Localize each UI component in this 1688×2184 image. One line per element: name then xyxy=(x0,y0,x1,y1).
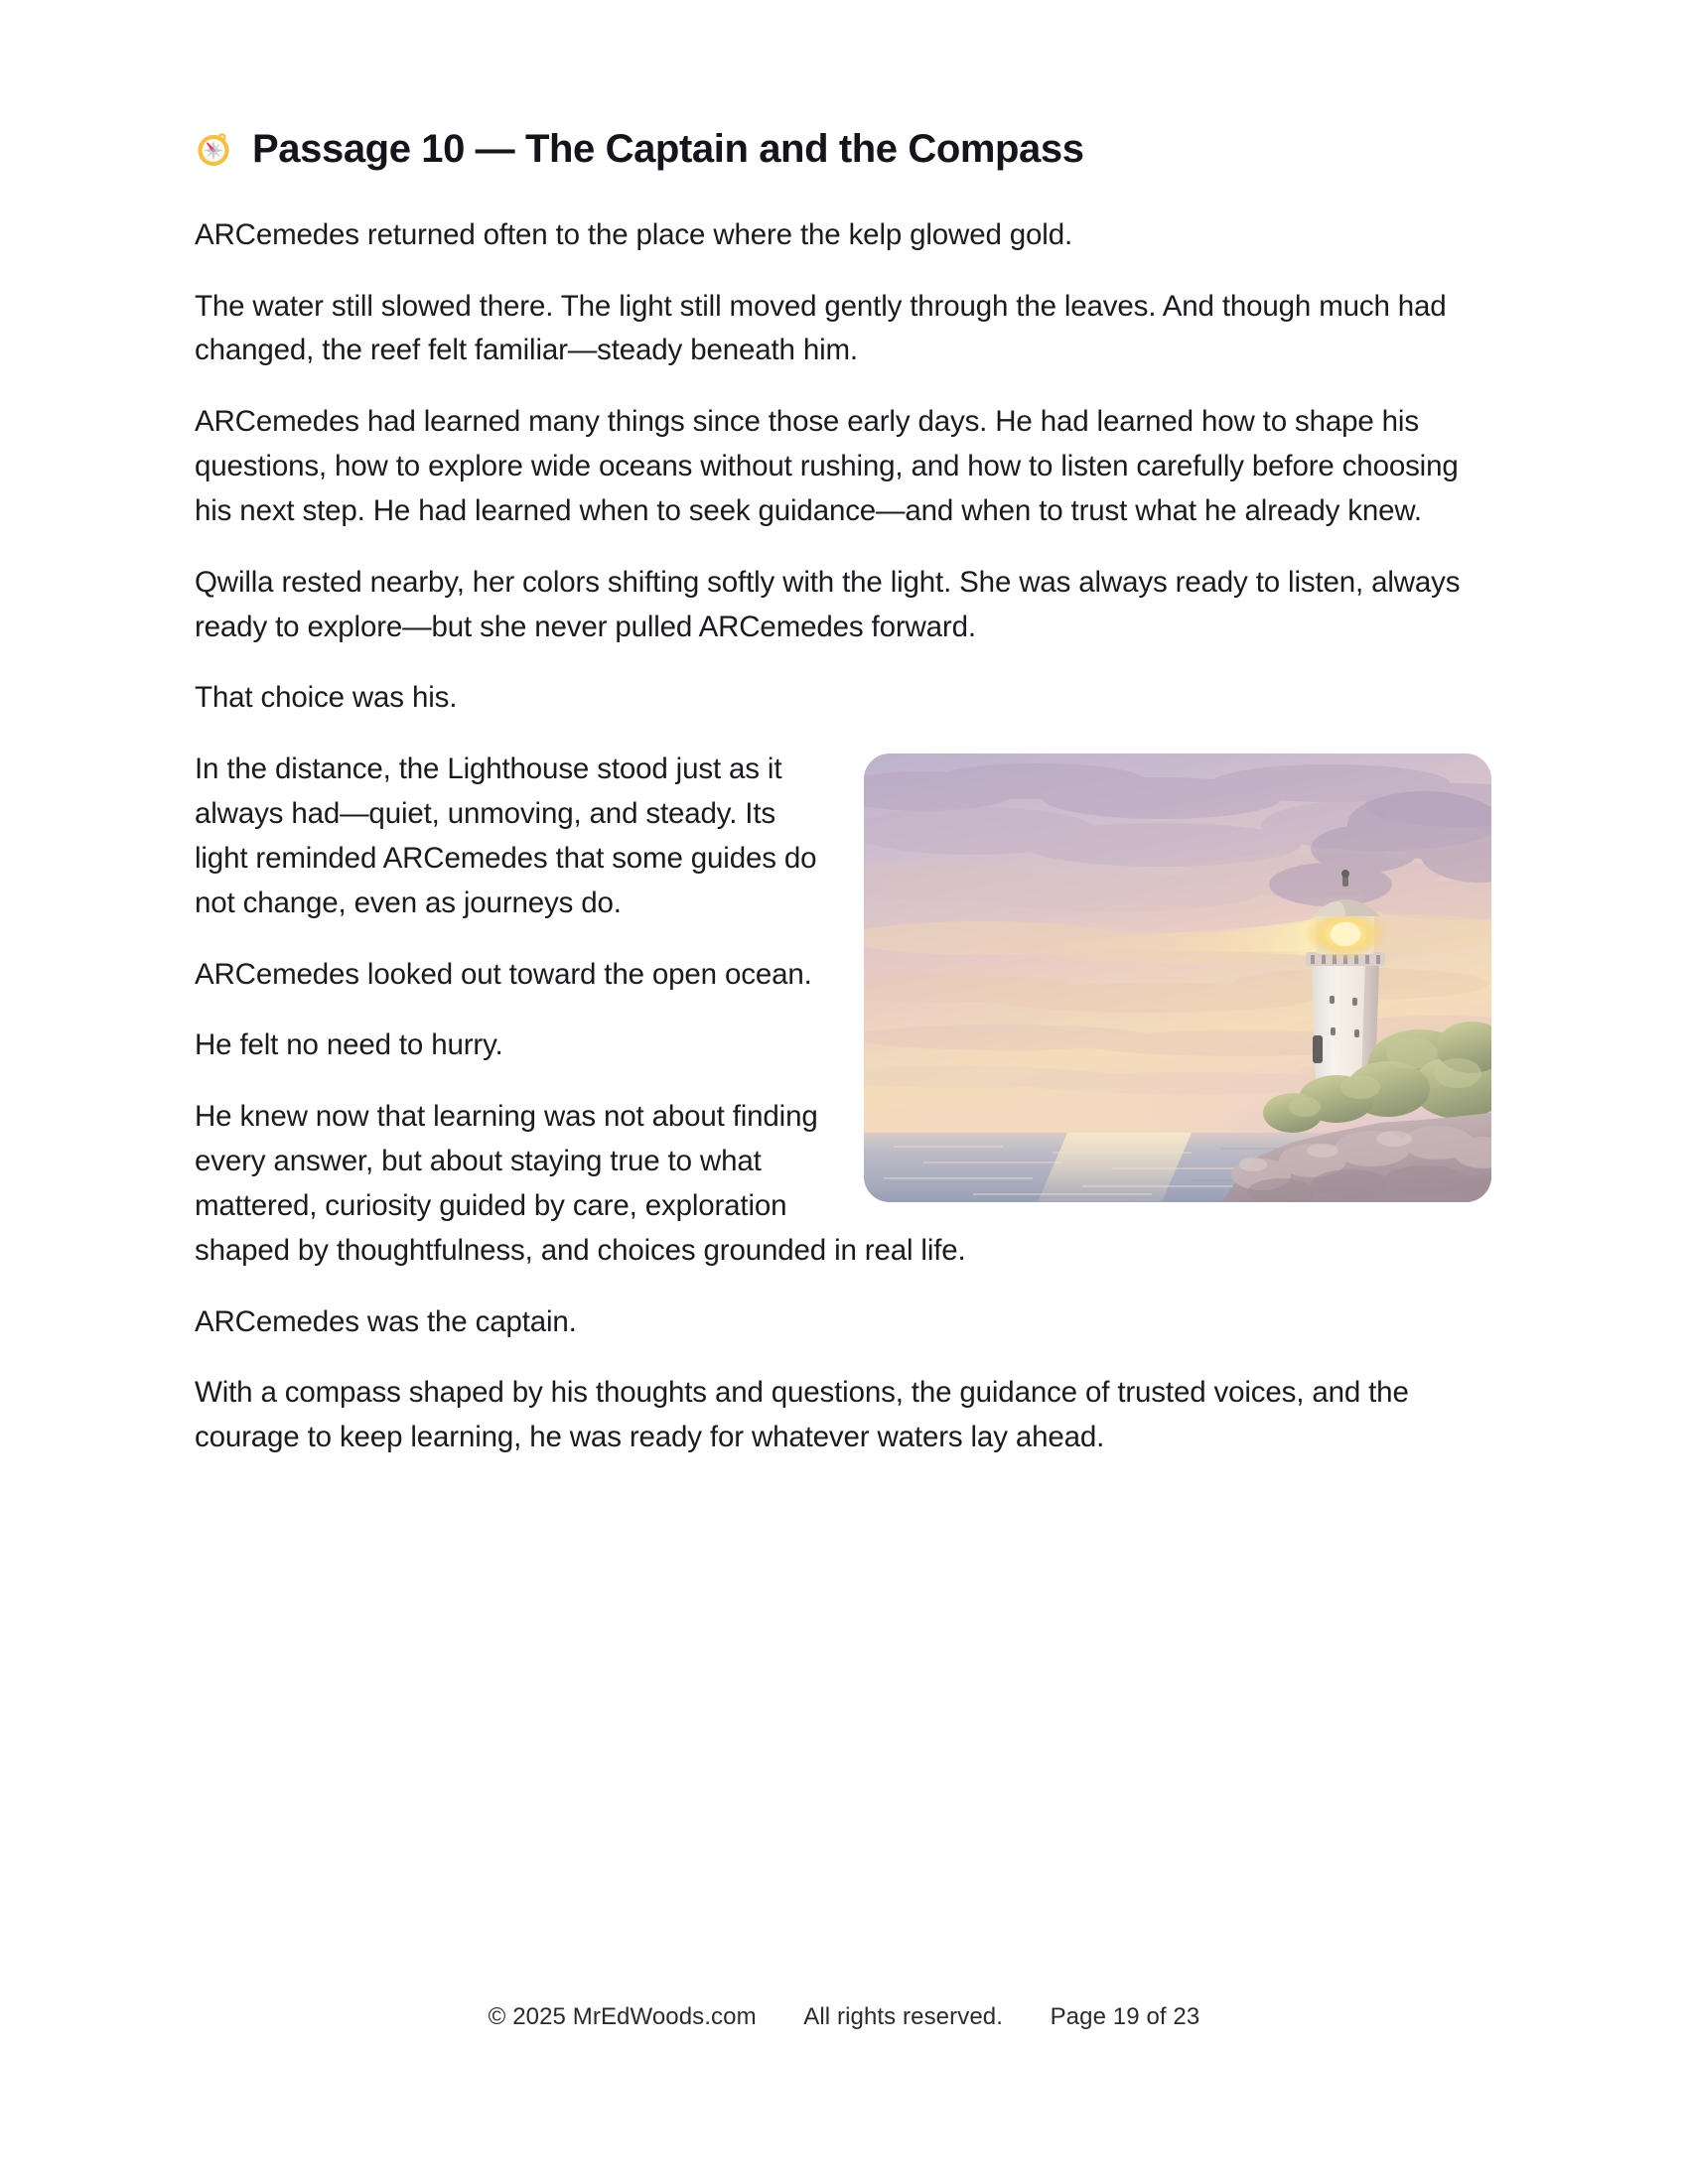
footer-copyright: © 2025 MrEdWoods.com xyxy=(488,2003,757,2030)
page-footer xyxy=(0,2003,1688,2031)
paragraph-6: In the distance, the Lighthouse stood just as it always had—quiet, unmoving, and steady. Its light reminded ARCemedes that some guides do not change, even as journeys do. xyxy=(195,752,817,919)
paragraph-9: He knew now that learning was not about finding every answer, but about staying true to what mattered, curiosity guided by care, exploration shaped by thoughtfulness, and choices grounded in real life. xyxy=(195,1100,966,1267)
page-content xyxy=(195,127,1491,1460)
lighthouse-sunset-illustration xyxy=(864,753,1491,1202)
compass-icon xyxy=(195,129,234,169)
paragraph-4: Qwilla rested nearby, her colors shifting softly with the light. She was always ready to listen, always ready to explore—but she never pulled ARCemedes forward. xyxy=(195,565,1461,643)
paragraph-2: The water still slowed there. The light still moved gently through the leaves. And though much had changed, the reef felt familiar—steady beneath him. xyxy=(195,289,1447,367)
paragraph-11: With a compass shaped by his thoughts and questions, the guidance of trusted voices, and the courage to keep learning, he was ready for whatever waters lay ahead. xyxy=(195,1376,1409,1454)
paragraph-10: ARCemedes was the captain. xyxy=(195,1304,577,1338)
paragraph-1: ARCemedes returned often to the place where the kelp glowed gold. xyxy=(195,217,1072,251)
paragraph-3: ARCemedes had learned many things since those early days. He had learned how to shape his questions, how to explore wide oceans without rushing, and how to listen carefully before choosing his next step. He had learned when to seek guidance—and when to trust what he already knew. xyxy=(195,405,1459,527)
paragraph-7: ARCemedes looked out toward the open ocean. xyxy=(195,957,812,991)
paragraph-8: He felt no need to hurry. xyxy=(195,1028,503,1062)
footer-page-number: Page 19 of 23 xyxy=(1050,2003,1200,2030)
footer-rights: All rights reserved. xyxy=(803,2003,1003,2030)
passage-body xyxy=(195,213,1491,1460)
page-title-row xyxy=(195,127,1491,172)
paragraph-5: That choice was his. xyxy=(195,681,458,715)
page-title: Passage 10 — The Captain and the Compass xyxy=(252,127,1084,171)
